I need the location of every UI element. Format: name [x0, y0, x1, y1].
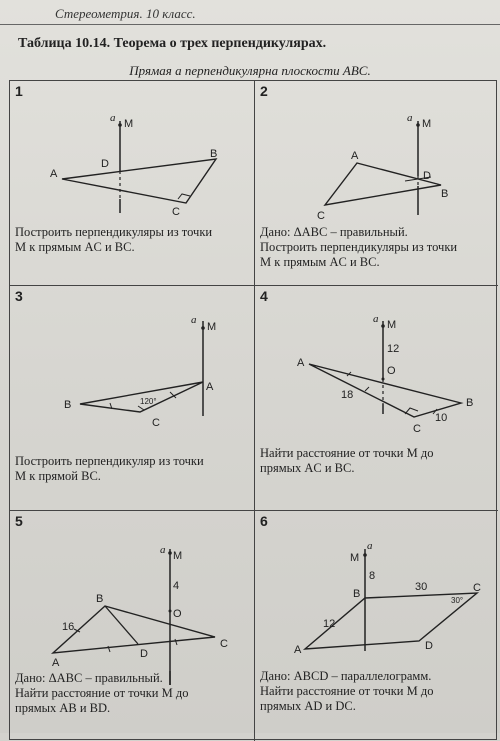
svg-text:C: C: [172, 206, 180, 218]
problem-cell-6: [255, 511, 498, 741]
svg-text:A: A: [206, 381, 214, 393]
problem-cell-1: [10, 81, 255, 286]
problem-cell-5: [10, 511, 255, 741]
svg-text:30°: 30°: [451, 596, 464, 605]
svg-text:C: C: [152, 417, 160, 429]
problem-number: 1: [15, 83, 23, 99]
svg-text:a: a: [160, 544, 166, 556]
svg-text:A: A: [50, 168, 58, 180]
svg-text:D: D: [101, 158, 109, 170]
diagram-3: [10, 286, 255, 446]
svg-text:C: C: [317, 210, 325, 222]
problem-number: 2: [260, 83, 268, 99]
svg-text:B: B: [210, 148, 218, 160]
problem-text: Найти расстояние от точки M до прямых AC и BC.: [260, 446, 434, 475]
svg-text:A: A: [294, 644, 302, 656]
svg-text:C: C: [473, 582, 481, 594]
problem-text: Дано: ΔABC – правильный. Построить перпендикуляры из точки M к прямым AC и BC.: [260, 225, 458, 269]
diagram-5: [10, 511, 255, 671]
diagram-6: [255, 511, 498, 671]
svg-text:16: 16: [62, 621, 75, 633]
svg-text:D: D: [140, 648, 148, 660]
svg-text:18: 18: [341, 389, 354, 401]
svg-text:B: B: [64, 399, 72, 411]
svg-text:a: a: [367, 540, 373, 552]
table-title: Таблица 10.14. Теорема о трех перпендикулярах.: [18, 36, 327, 51]
problem-cell-4: [255, 286, 498, 511]
svg-text:C: C: [220, 638, 228, 650]
header-divider: [0, 24, 500, 25]
svg-text:M: M: [350, 552, 360, 564]
svg-text:10: 10: [435, 412, 448, 424]
problem-number: 6: [260, 513, 268, 529]
svg-text:B: B: [441, 188, 449, 200]
problem-number: 3: [15, 288, 23, 304]
svg-text:M: M: [124, 118, 134, 130]
svg-text:30: 30: [415, 581, 428, 593]
svg-text:8: 8: [369, 570, 376, 582]
svg-text:B: B: [466, 397, 474, 409]
svg-text:M: M: [173, 550, 183, 562]
problem-cell-2: [255, 81, 498, 286]
svg-text:a: a: [110, 112, 116, 124]
problem-text: Дано: ΔABC – правильный. Найти расстояние от точки M до прямых AB и BD.: [15, 671, 189, 715]
svg-text:O: O: [173, 608, 182, 620]
svg-text:A: A: [297, 357, 305, 369]
course-header: Стереометрия. 10 класс.: [55, 6, 196, 21]
problem-number: 5: [15, 513, 23, 529]
problem-text: Дано: ABCD – параллелограмм. Найти расстояние от точки M до прямых AD и DC.: [260, 669, 434, 713]
svg-text:B: B: [96, 593, 104, 605]
svg-text:120°: 120°: [140, 397, 157, 406]
svg-text:A: A: [52, 657, 60, 669]
diagram-1: [10, 81, 255, 221]
svg-text:B: B: [353, 588, 361, 600]
svg-text:A: A: [351, 150, 359, 162]
svg-text:4: 4: [173, 580, 180, 592]
svg-text:a: a: [373, 313, 379, 325]
svg-text:12: 12: [323, 618, 336, 630]
svg-text:M: M: [387, 319, 397, 331]
svg-text:D: D: [423, 170, 431, 182]
table-subtitle: Прямая a перпендикулярна плоскости ABC.: [129, 63, 371, 78]
svg-text:O: O: [387, 365, 396, 377]
problem-text: Построить перпендикуляр из точки M к прямой BC.: [15, 454, 204, 483]
svg-text:C: C: [413, 423, 421, 435]
svg-text:M: M: [207, 321, 217, 333]
problem-text: Построить перпендикуляры из точки M к прямым AC и BC.: [15, 225, 213, 254]
problems-table: [9, 80, 497, 740]
diagram-4: [255, 286, 498, 446]
diagram-2: [255, 81, 498, 221]
problem-number: 4: [260, 288, 268, 304]
svg-text:12: 12: [387, 343, 400, 355]
svg-text:D: D: [425, 640, 433, 652]
svg-text:a: a: [407, 112, 413, 124]
svg-text:a: a: [191, 314, 197, 326]
problem-cell-3: [10, 286, 255, 511]
svg-text:M: M: [422, 118, 432, 130]
